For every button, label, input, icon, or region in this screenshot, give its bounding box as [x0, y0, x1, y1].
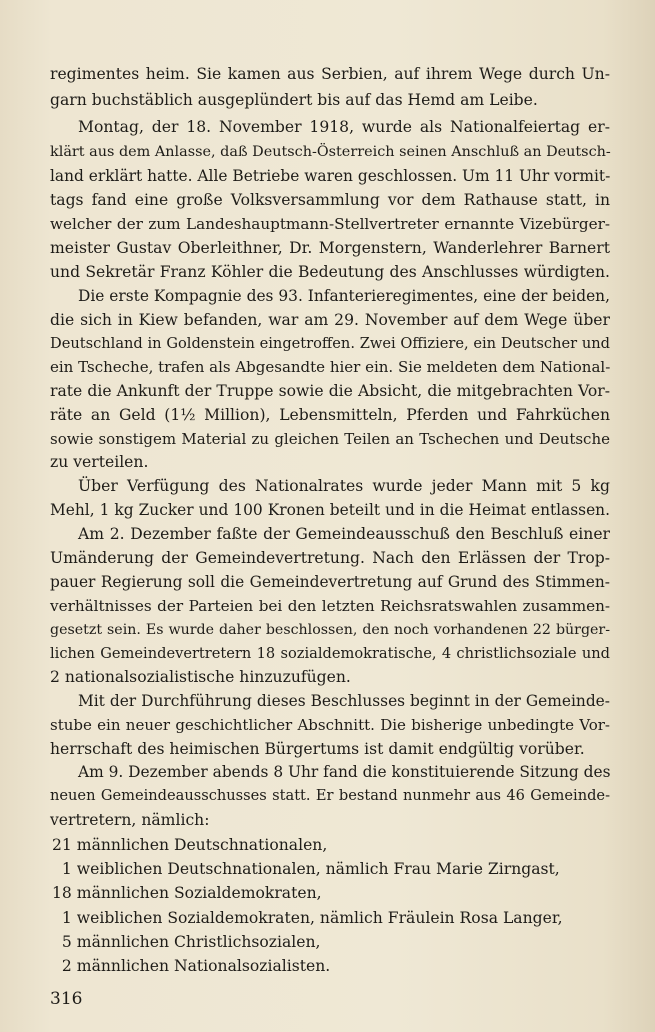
text-line: pauer Regierung soll die Gemeindevertretung auf Grund des Stimmen- — [50, 573, 610, 591]
text-line: Mit der Durchführung dieses Beschlusses beginnt in der Gemeinde- — [78, 692, 610, 710]
text-line: Montag, der 18. November 1918, wurde als Nationalfeiertag er- — [78, 118, 610, 136]
text-line: tags fand eine große Volksversammlung vor dem Rathause statt, in — [50, 191, 610, 209]
text-line: vertretern, nämlich: — [50, 811, 210, 829]
list-item: 5 männlichen Christlichsozialen, — [52, 933, 321, 951]
page-number: 316 — [50, 989, 83, 1009]
text-line: welcher der zum Landeshauptmann-Stellvertreter ernannte Vizebürger- — [50, 215, 610, 233]
text-line: und Sekretär Franz Köhler die Bedeutung des Anschlusses würdigten. — [50, 263, 610, 281]
text-line: sowie sonstigem Material zu gleichen Teilen an Tschechen und Deutsche — [50, 430, 610, 448]
text-line: die sich in Kiew befanden, war am 29. November auf dem Wege über — [50, 311, 610, 329]
text-line: herrschaft des heimischen Bürgertums ist damit endgültig vorüber. — [50, 740, 585, 758]
text-line: regimentes heim. Sie kamen aus Serbien, auf ihrem Wege durch Un- — [50, 65, 610, 83]
list-item: 21 männlichen Deutschnationalen, — [52, 836, 328, 854]
text-line: Die erste Kompagnie des 93. Infanterieregimentes, eine der beiden, — [78, 287, 610, 305]
text-line: ein Tscheche, trafen als Abgesandte hier ein. Sie meldeten dem National- — [50, 358, 611, 376]
text-line: lichen Gemeindevertretern 18 sozialdemokratische, 4 christlichsoziale und — [50, 645, 610, 662]
text-line: räte an Geld (1½ Million), Lebensmitteln, Pferden und Fahrküchen — [50, 406, 610, 424]
text-line: Deutschland in Goldenstein eingetroffen. Zwei Offiziere, ein Deutscher und — [50, 335, 610, 352]
text-line: Mehl, 1 kg Zucker und 100 Kronen beteilt und in die Heimat entlassen. — [50, 501, 610, 519]
list-item: 1 weiblichen Sozialdemokraten, nämlich Fräulein Rosa Langer, — [52, 909, 563, 927]
text-line: Am 2. Dezember faßte der Gemeindeausschuß den Beschluß einer — [78, 525, 610, 543]
text-line: 2 nationalsozialistische hinzuzufügen. — [50, 668, 351, 686]
text-line: Umänderung der Gemeindevertretung. Nach den Erlässen der Trop- — [50, 549, 610, 567]
text-line: gesetzt sein. Es wurde daher beschlossen, den noch vorhandenen 22 bürger- — [50, 622, 610, 638]
text-line: zu verteilen. — [50, 453, 149, 471]
text-line: meister Gustav Oberleithner, Dr. Morgenstern, Wanderlehrer Barnert — [50, 239, 610, 257]
text-line: Am 9. Dezember abends 8 Uhr fand die konstituierende Sitzung des — [78, 763, 611, 781]
text-line: klärt aus dem Anlasse, daß Deutsch-Österreich seinen Anschluß an Deutsch- — [50, 144, 611, 160]
text-line: Über Verfügung des Nationalrates wurde jeder Mann mit 5 kg — [78, 477, 610, 495]
text-line: neuen Gemeindeausschusses statt. Er bestand nunmehr aus 46 Gemeinde- — [50, 787, 610, 804]
text-line: stube ein neuer geschichtlicher Abschnitt. Die bisherige unbedingte Vor- — [50, 716, 610, 734]
text-line: verhältnisses der Parteien bei den letzten Reichsratswahlen zusammen- — [50, 597, 610, 615]
list-item: 18 männlichen Sozialdemokraten, — [52, 884, 322, 902]
text-line: garn buchstäblich ausgeplündert bis auf das Hemd am Leibe. — [50, 91, 538, 109]
text-line: land erklärt hatte. Alle Betriebe waren geschlossen. Um 11 Uhr vormit- — [50, 167, 611, 185]
list-item: 1 weiblichen Deutschnationalen, nämlich Frau Marie Zirngast, — [52, 860, 560, 878]
list-item: 2 männlichen Nationalsozialisten. — [52, 957, 331, 975]
text-line: rate die Ankunft der Truppe sowie die Absicht, die mitgebrachten Vor- — [50, 382, 610, 400]
